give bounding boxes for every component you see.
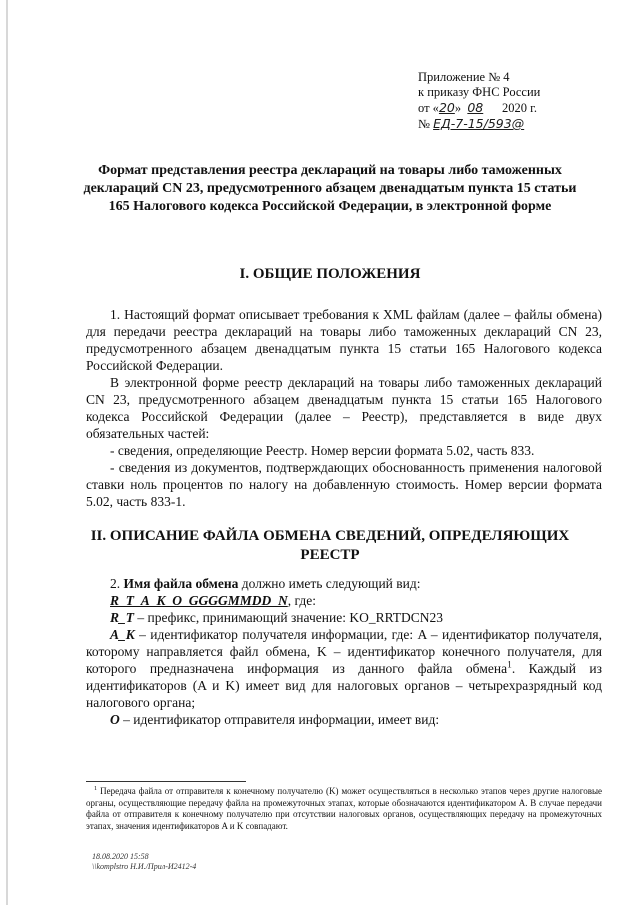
paragraph: - сведения из документов, подтверждающих обоснованность применения налоговой ставки ноль процентов по налогу на добавленную стоимость. Номер версии формата 5.02, часть 833-1. <box>86 460 602 509</box>
handwritten-month: 08 <box>467 100 484 115</box>
paragraph: 2. Имя файла обмена должно иметь следующий вид: <box>110 576 421 591</box>
section-1-heading: I. ОБЩИЕ ПОЛОЖЕНИЯ <box>239 266 421 282</box>
appendix-date: от «20» 08 2020 г. <box>418 100 537 115</box>
paragraph: O – идентификатор отправителя информации, имеет вид: <box>110 712 440 727</box>
document-title: Формат представления реестра деклараций на товары либо таможенных деклараций CN 23, предусмотренного абзацем двенадцатым пункта 15 статьи 165 Налогового кодекса Российской Федерации, в электронной форме <box>83 163 577 214</box>
section-2-body <box>86 575 602 728</box>
scan-edge <box>6 0 8 905</box>
appendix-number: № ЕД-7-15/593@ <box>418 116 525 131</box>
paragraph: - сведения, определяющие Реестр. Номер версии формата 5.02, часть 833. <box>110 443 535 458</box>
paragraph: R_T – префикс, принимающий значение: KO_RRTDCN23 <box>110 610 444 625</box>
section-1-body <box>86 306 602 510</box>
section-2-heading: II. ОПИСАНИЕ ФАЙЛА ОБМЕНА СВЕДЕНИЙ, ОПРЕДЕЛЯЮЩИХ РЕЕСТР <box>90 528 570 563</box>
appendix-title: Приложение № 4 <box>418 70 510 84</box>
paragraph: В электронной форме реестр деклараций на товары либо таможенных деклараций CN 23, предусмотренного абзацем двенадцатым пункта 15 статьи 165 Налогового кодекса Российской Федерации (далее – Реестр), представляется в виде двух обязательных частей: <box>86 375 602 441</box>
paragraph: R_T_A_K_O_GGGGMMDD_N, где: <box>110 593 316 608</box>
footnote-divider <box>86 781 246 782</box>
handwritten-number: ЕД-7-15/593@ <box>433 116 525 131</box>
paragraph: 1. Настоящий формат описывает требования к XML файлам (далее – файлы обмена) для передачи реестра деклараций на товары либо таможенных деклараций CN 23, предусмотренного абзацем двенадцатым пункта 15 статьи 165 Налогового кодекса Российской Федерации. <box>86 307 602 373</box>
appendix-order: к приказу ФНС России <box>418 85 541 99</box>
file-stamp: 18.08.2020 15:58 \\komplstro Н.И./Прил-И2412-4 <box>92 852 197 871</box>
appendix-block <box>418 70 618 132</box>
handwritten-day: 20 <box>438 100 455 115</box>
footnote: $^1$ Передача файла от отправителя к конечному получателю (K) может осуществляться в несколько этапов через другие налоговые органы, осуществляющие передачу файла на промежуточных этапах, которые обозначаются идентификатором A. В случае передачи файла от отправителя к конечному получателю при отсутствии налоговых органов, осуществляющих передачу на промежуточных этапах, значения идентификаторов A и K совпадают. <box>86 785 602 831</box>
footnote-ref: 1 <box>507 660 512 671</box>
paragraph: A_K – идентификатор получателя информации, где: A – идентификатор получателя, которому направляется файл обмена, K – идентификатор конечного получателя, для которого предназначена информация из данного файла обмена$^1$. Каждый из идентификаторов (A и K) имеет вид для налоговых органов – четырехразрядный код налогового органа; <box>86 627 602 710</box>
